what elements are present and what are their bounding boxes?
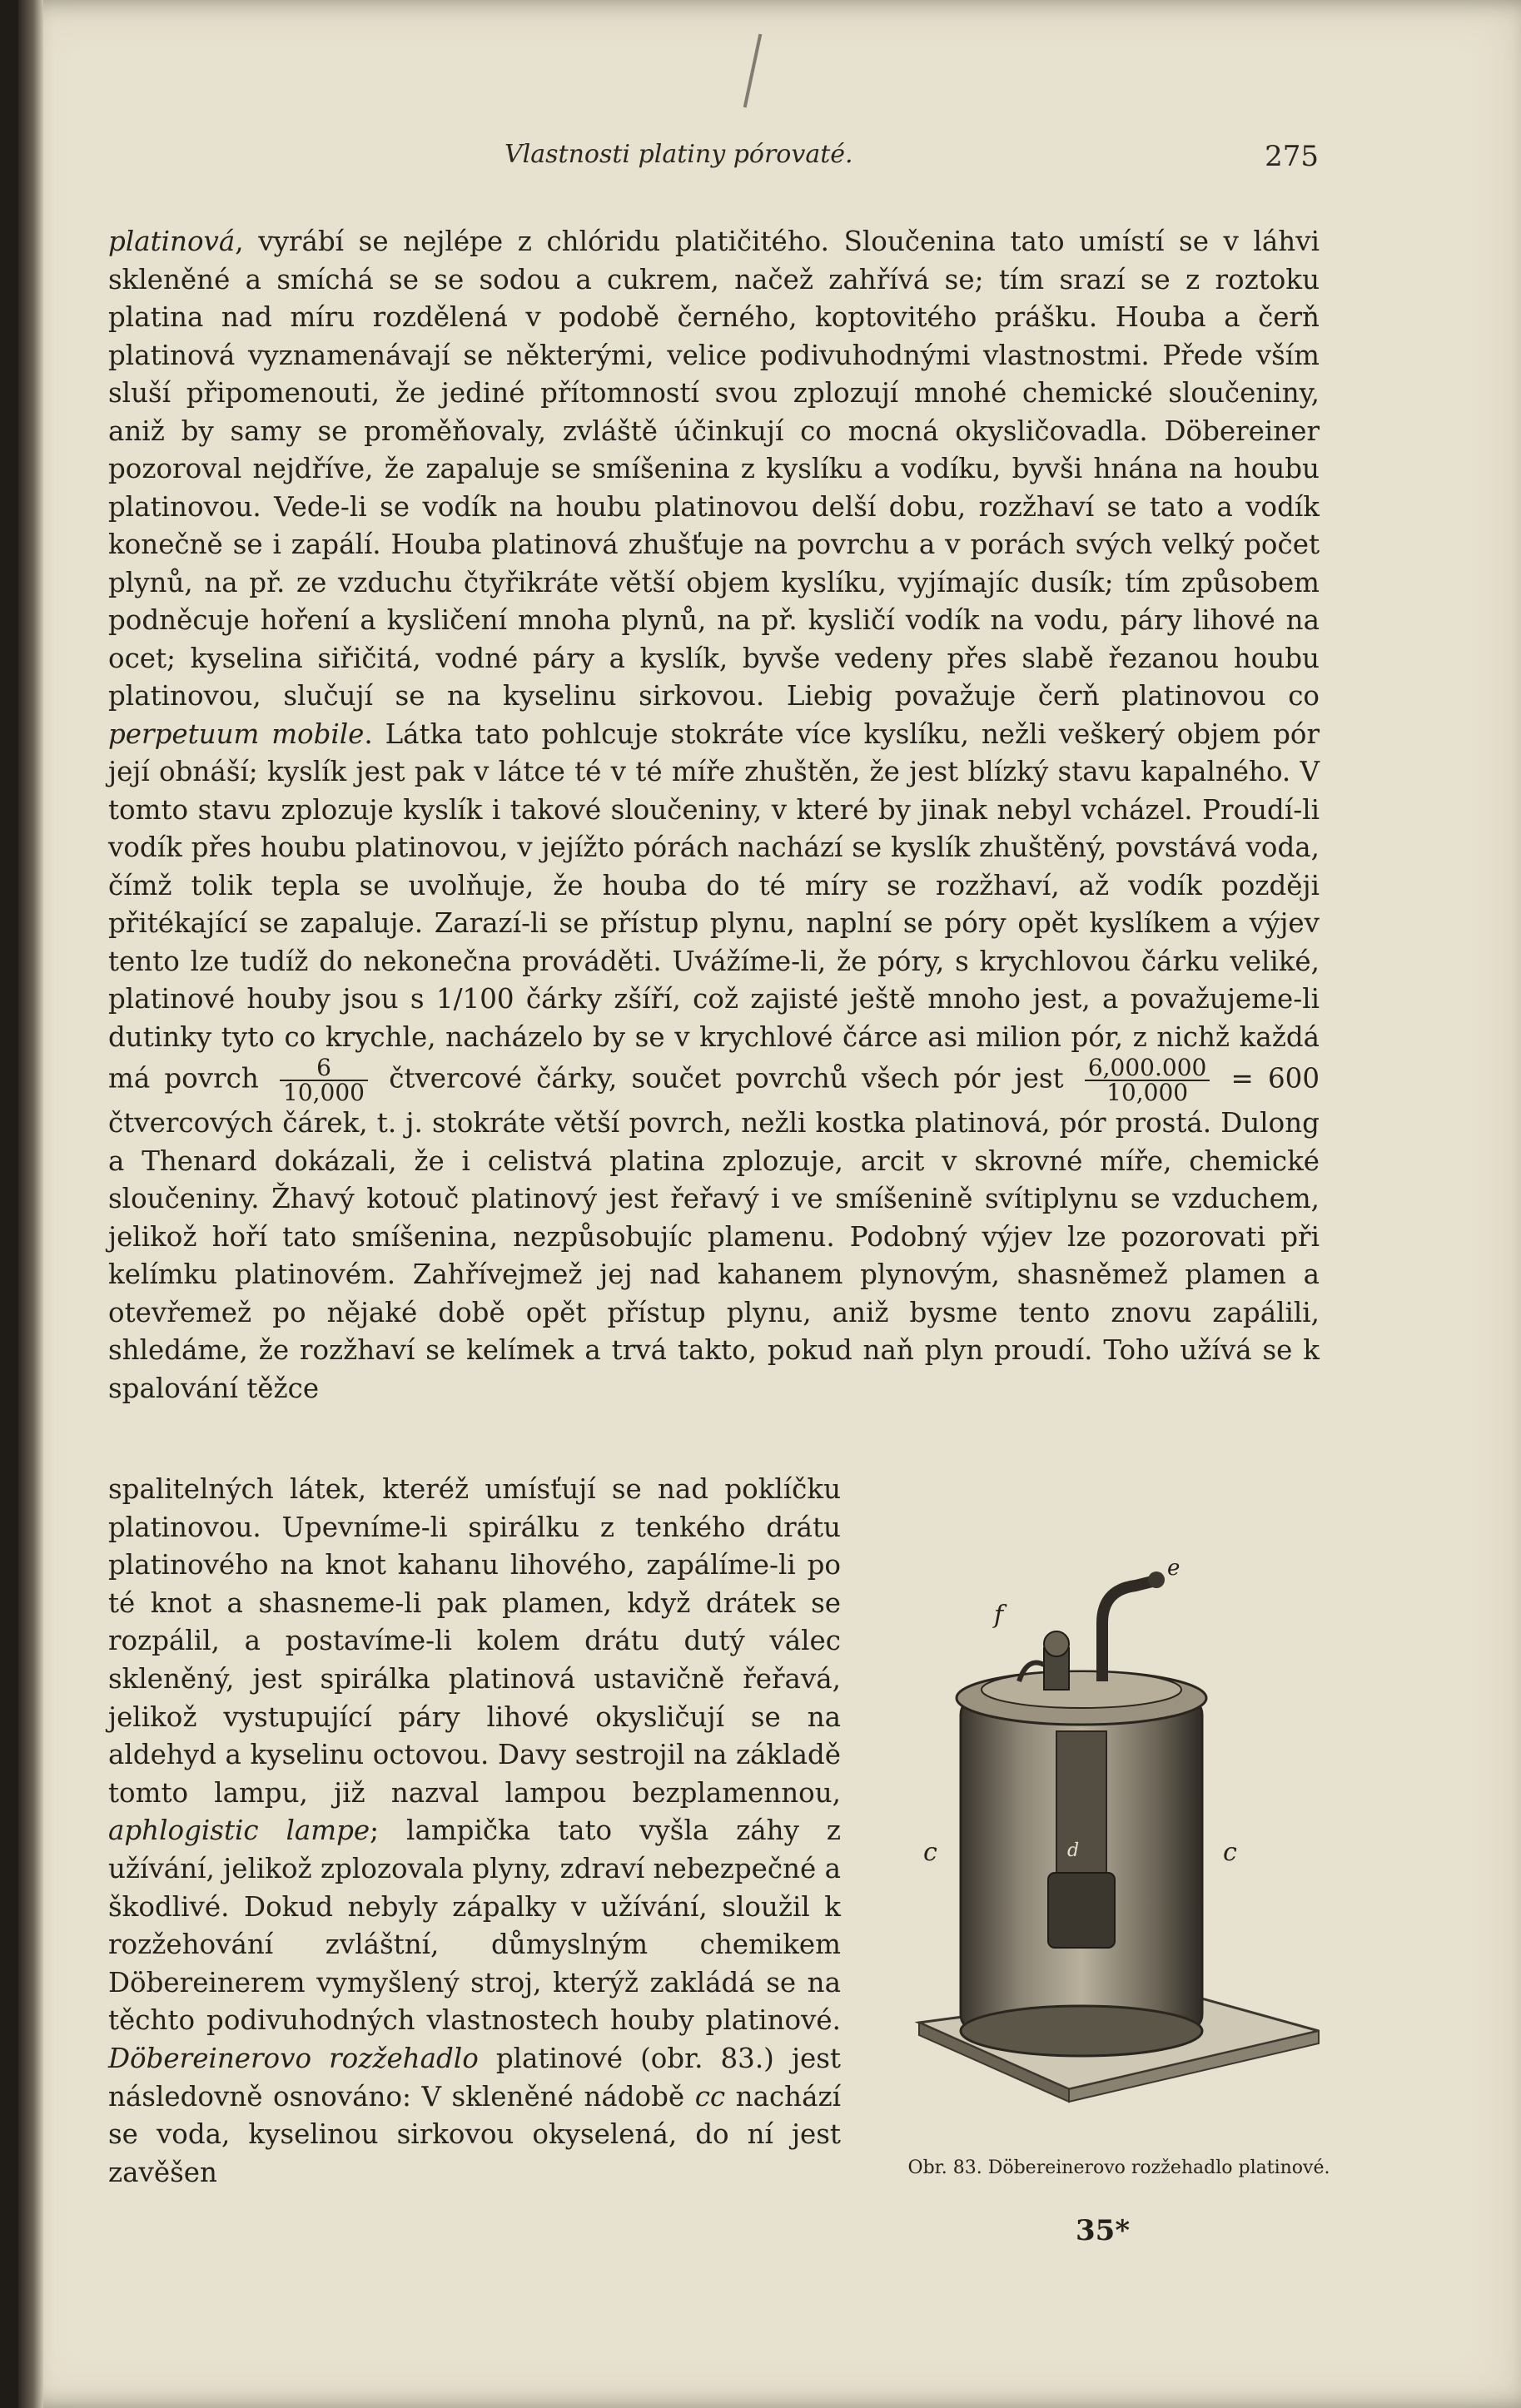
gas-pipe [1102, 1581, 1152, 1681]
text-run: čárky zšíří, což zajisté ještě mnoho jest, a považujeme-li dutinky tyto co krychle, nacházelo by se v krychlové čárce asi milion pór, z nichž každá má povrch [108, 983, 1320, 1095]
italic-term: platinová [108, 226, 236, 257]
main-text [108, 223, 1320, 1408]
text-run: platinové (obr. 83.) jest následovně osnováno: V skleněné nádobě [108, 2042, 841, 2113]
text-run: = 600 čtvercových čárek, t. j. stokráte větší povrch, nežli kostka platinová, pór prostá. Dulong a Thenard dokázali, že i celistvá platina zplozuje, arcit v skrovné míře, chemické sloučeniny. Žhavý kotouč platinový jest řeřavý i ve smíšenině svítiplynu se vzduchem, jelikož hoří tato smíšenina, nezpůsobujíc plamenu. Podobný výjev lze pozorovati při kelímku platinovém. Zahřívejmež jej nad kahanem plynovým, shasněmež plamen a otevřemež po nějaké době opět přístup plynu, aniž bysme tento znovu zapálili, shledáme, že rozžhaví se kelímek a trvá takto, pokud naň plyn proudí. Toho užívá se k spalování těžce [108, 1062, 1320, 1404]
paragraph [108, 223, 1320, 1408]
fraction-denominator: 10,000 [283, 1079, 365, 1106]
italic-term: aphlogistic lampe [108, 1815, 370, 1847]
fraction-area [280, 1056, 368, 1105]
book-binding-edge [18, 0, 43, 2408]
lamp-engraving [902, 1557, 1335, 2131]
pencil-mark [743, 34, 763, 108]
small-fraction: 1/100 [435, 983, 514, 1015]
book-page [18, 0, 1521, 2408]
label-d: d [1067, 1840, 1080, 1861]
figure-lamp-illustration [902, 1557, 1335, 2131]
text-run: , vyrábí se nejlépe z chlóridu platičitého. Sloučenina tato umístí se v láhvi skleněné a smíchá se se sodou a cukrem, načež zahřívá se; tím srazí se z roztoku platina nad míru rozdělená v podobě černého, koptovitého prášku. Houba a čerň platinová vyznamenávají se některými, velice podivuhodnými vlastnostmi. Přede vším sluší připomenouti, že jediné přítomností svou zplozují mnohé chemické sloučeniny, aniž by samy se proměňovaly, zvláště účinkují co mocná okysličovadla. Döbereiner pozoroval nejdříve, že zapaluje se smíšenina z kyslíku a vodíku, byvši hnána na houbu platinovou. Vede-li se vodík na houbu platinovou delší dobu, rozžhaví se tato a vodík konečně se i zapálí. Houba platinová zhušťuje na povrchu a v porách svých velký počet plynů, na př. ze vzduchu čtyřikráte větší objem kyslíku, vyjímajíc dusík; tím způsobem podněcuje hoření a kysličení mnoha plynů, na př. kysličí vodík na vodu, páry lihové na ocet; kyselina siřičitá, vodné páry a kyslík, byvše vedeny přes slabě řezanou houbu platinovou, slučují se na kyselinu sirkovou. Liebig považuje čerň platinovou co [108, 226, 1320, 712]
fraction-numerator: 6 [280, 1056, 368, 1081]
italic-term: cc [694, 2080, 726, 2113]
running-title: Vlastnosti platiny pórovaté. [505, 140, 853, 169]
printer-signature: 35* [1076, 2214, 1131, 2247]
label-f: f [994, 1601, 1004, 1630]
label-e-top: e [1167, 1557, 1181, 1581]
text-run: nachází se voda, kyselinou sirkovou okyselená, do ní jest zavěšen [108, 2080, 841, 2188]
fraction-numerator: 6,000.000 [1085, 1056, 1210, 1081]
text-run: . Látka tato pohlcuje stokráte více kyslíku, nežli veškerý objem pór její obnáší; kyslík jest pak v látce té v té míře zhuštěn, že jest blízký stavu kapalného. V tomto stavu zplozuje kyslík i takové sloučeniny, v které by jinak nebyl vcházel. Proudí-li vodík přes houbu platinovou, v jejížto pórách nachází se kyslík zhuštěný, povstává voda, čímž tolik tepla se uvolňuje, že houba do té míry se rozžhaví, až vodík později přitékající se zapaluje. Zarazí-li se přístup plynu, naplní se póry opět kyslíkem a výjev tento lze tudíž do nekonečna prováděti. Uvážíme-li, že póry, s krychlovou čárku veliké, platinové houby jsou s [108, 717, 1320, 1015]
italic-term: Döbereinerovo rozžehadlo [108, 2042, 479, 2074]
text-run: spalitelných látek, kteréž umísťují se nad poklíčku platinovou. Upevníme-li spirálku z tenkého drátu platinového na knot kahanu lihového, zapálíme-li po té knot a shasneme-li pak plamen, když drátek se rozpálil, a postavíme-li kolem drátu dutý válec skleněný, jest spirálka platinová ustavičně řeřavá, jelikož vystupující páry lihové okysličují se na aldehyd a kyselinu octovou. Davy sestrojil na základě tomto lampu, již nazval lampou bezplamennou, [108, 1473, 841, 1809]
label-c-right: c [1223, 1838, 1237, 1867]
fraction-total [1085, 1056, 1210, 1105]
zinc-cylinder [1048, 1873, 1115, 1948]
text-run: ; lampička tato vyšla záhy z užívání, jelikož zplozovala plyny, zdraví nebezpečné a škodlivé. Dokud nebyly zápalky v užívání, sloužil k rozžehování zvláštní, důmyslným chemikem Döbereinerem vymyšlený stroj, kterýž zakládá se na těchto podivuhodných vlastnostech houby platinové. [108, 1815, 841, 2037]
text-run: čtvercové čárky, součet povrchů všech pór jest [389, 1062, 1064, 1095]
narrow-text-column [108, 1471, 841, 2192]
figure-caption: Obr. 83. Döbereinerovo rozžehadlo platinové. [907, 2157, 1330, 2178]
page-number: 275 [1265, 140, 1319, 173]
paragraph [108, 1471, 841, 2192]
page-header [103, 140, 1319, 190]
italic-term: perpetuum mobile [108, 717, 365, 750]
label-c-left: c [923, 1838, 937, 1867]
fraction-denominator: 10,000 [1106, 1079, 1189, 1106]
